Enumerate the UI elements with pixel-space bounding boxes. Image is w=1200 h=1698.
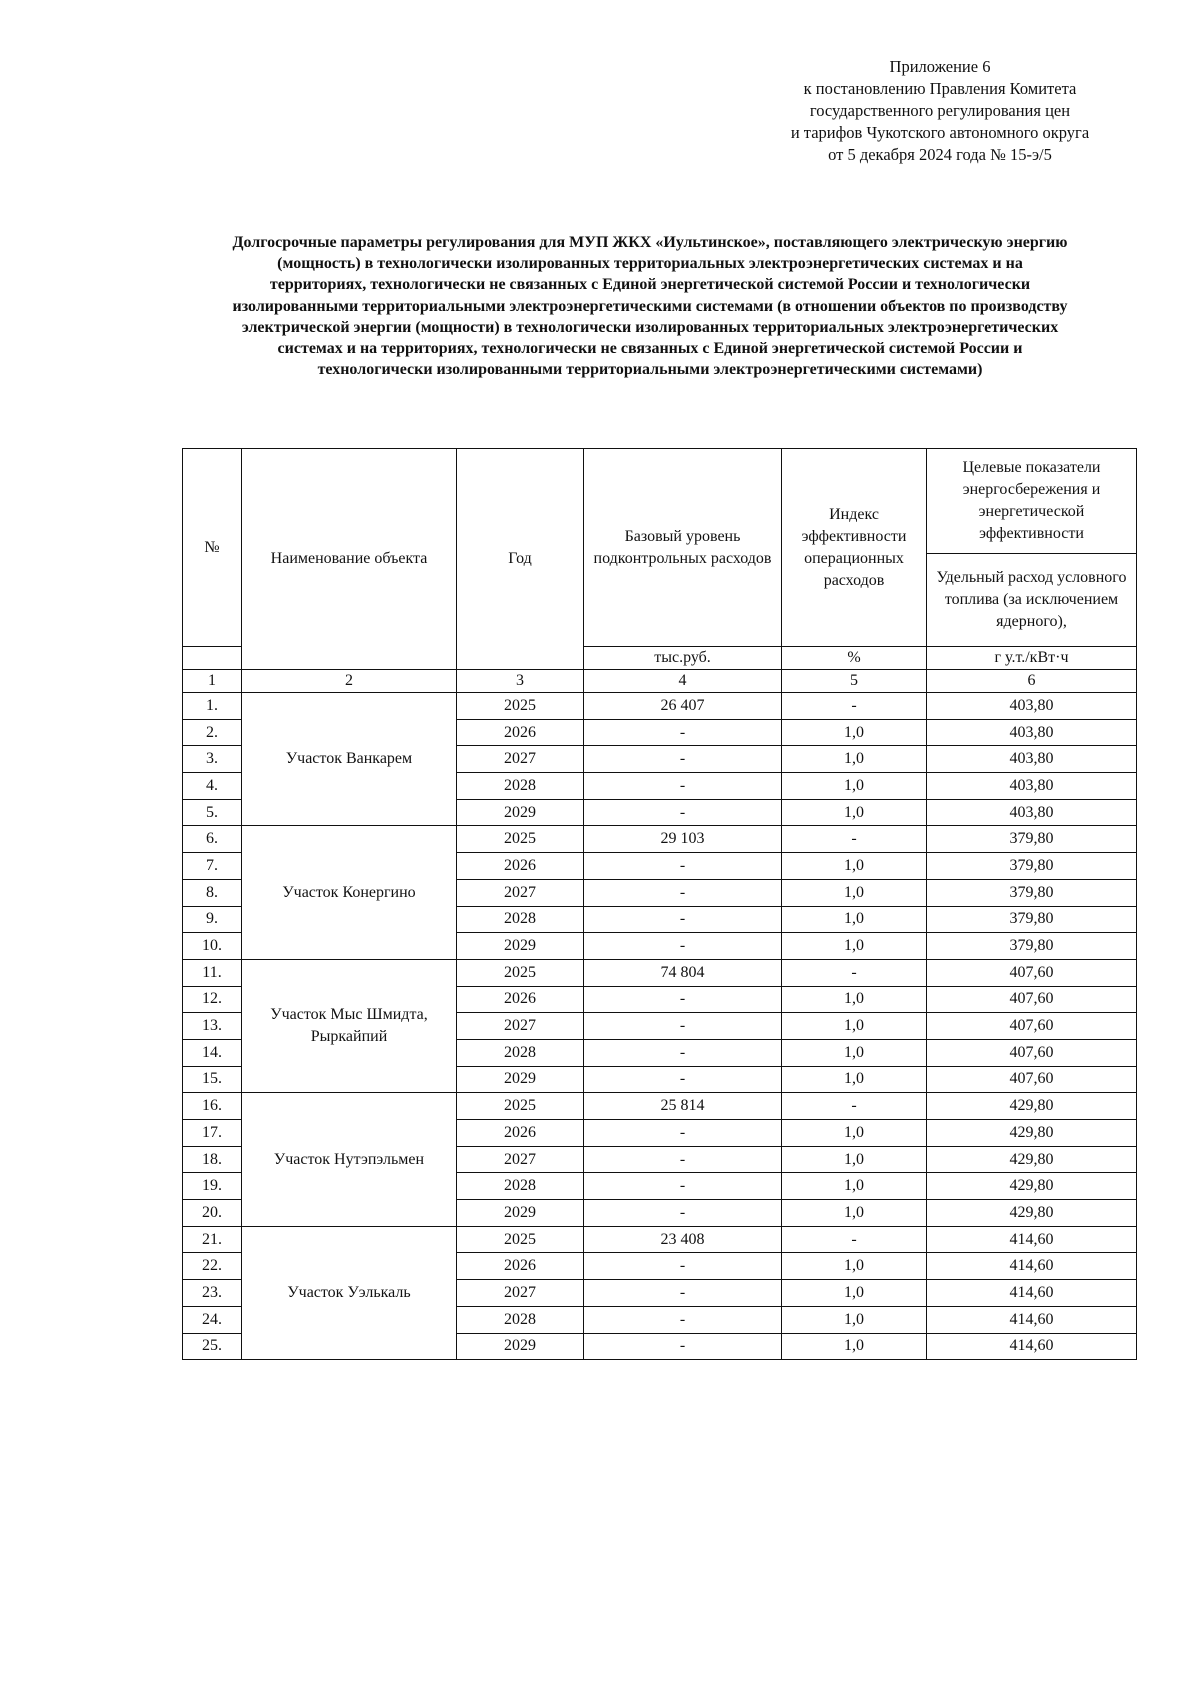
row-year: 2028 <box>457 1039 584 1066</box>
row-base-level: - <box>584 1200 782 1227</box>
row-number: 5. <box>183 799 242 826</box>
row-efficiency-index: 1,0 <box>782 986 927 1013</box>
appendix-line: к постановлению Правления Комитета <box>803 79 1077 98</box>
row-fuel-consumption: 414,60 <box>927 1226 1137 1253</box>
row-year: 2027 <box>457 1013 584 1040</box>
table-row <box>183 693 1137 720</box>
row-efficiency-index: 1,0 <box>782 1280 927 1307</box>
table-row <box>183 1093 1137 1120</box>
row-efficiency-index: 1,0 <box>782 1146 927 1173</box>
table-row <box>183 826 1137 853</box>
site-name: Участок Мыс Шмидта, Рыркайпий <box>242 959 457 1092</box>
row-year: 2029 <box>457 799 584 826</box>
units-number-empty <box>183 647 242 670</box>
column-number: 1 <box>183 670 242 693</box>
row-base-level: - <box>584 1333 782 1360</box>
row-number: 20. <box>183 1200 242 1227</box>
row-efficiency-index: 1,0 <box>782 1200 927 1227</box>
row-number: 6. <box>183 826 242 853</box>
appendix-line: и тарифов Чукотского автономного округа <box>790 123 1090 142</box>
site-name: Участок Нутэпэльмен <box>242 1093 457 1226</box>
row-base-level: 29 103 <box>584 826 782 853</box>
row-efficiency-index: - <box>782 1226 927 1253</box>
units-base-level: тыс.руб. <box>584 647 782 670</box>
column-number: 3 <box>457 670 584 693</box>
column-number: 2 <box>242 670 457 693</box>
row-year: 2028 <box>457 773 584 800</box>
row-efficiency-index: 1,0 <box>782 746 927 773</box>
row-efficiency-index: 1,0 <box>782 1039 927 1066</box>
row-base-level: - <box>584 799 782 826</box>
column-number: 5 <box>782 670 927 693</box>
row-year: 2027 <box>457 746 584 773</box>
row-year: 2026 <box>457 986 584 1013</box>
row-number: 7. <box>183 853 242 880</box>
row-number: 11. <box>183 959 242 986</box>
units-efficiency-index: % <box>782 647 927 670</box>
row-efficiency-index: 1,0 <box>782 1173 927 1200</box>
row-year: 2028 <box>457 1173 584 1200</box>
row-fuel-consumption: 379,80 <box>927 879 1137 906</box>
row-number: 19. <box>183 1173 242 1200</box>
row-fuel-consumption: 407,60 <box>927 986 1137 1013</box>
row-year: 2029 <box>457 1066 584 1093</box>
row-efficiency-index: 1,0 <box>782 906 927 933</box>
row-base-level: - <box>584 906 782 933</box>
row-base-level: - <box>584 773 782 800</box>
table-row <box>183 959 1137 986</box>
row-base-level: 74 804 <box>584 959 782 986</box>
row-fuel-consumption: 407,60 <box>927 959 1137 986</box>
row-base-level: - <box>584 933 782 960</box>
row-efficiency-index: 1,0 <box>782 773 927 800</box>
row-year: 2029 <box>457 1333 584 1360</box>
appendix-line: государственного регулирования цен <box>809 101 1071 120</box>
row-year: 2027 <box>457 879 584 906</box>
header-efficiency-index: Индекс эффективности операционных расходов <box>782 449 927 647</box>
row-base-level: - <box>584 1066 782 1093</box>
row-base-level: - <box>584 986 782 1013</box>
row-year: 2026 <box>457 1253 584 1280</box>
row-fuel-consumption: 407,60 <box>927 1066 1137 1093</box>
row-year: 2028 <box>457 1306 584 1333</box>
row-number: 25. <box>183 1333 242 1360</box>
appendix-line: от 5 декабря 2024 года № 15-э/5 <box>828 145 1052 164</box>
row-number: 4. <box>183 773 242 800</box>
appendix-reference <box>770 56 1110 166</box>
row-number: 9. <box>183 906 242 933</box>
row-year: 2026 <box>457 853 584 880</box>
row-base-level: - <box>584 1013 782 1040</box>
row-number: 1. <box>183 693 242 720</box>
row-number: 24. <box>183 1306 242 1333</box>
row-base-level: - <box>584 1146 782 1173</box>
appendix-line: Приложение 6 <box>889 57 991 76</box>
row-number: 12. <box>183 986 242 1013</box>
row-fuel-consumption: 414,60 <box>927 1306 1137 1333</box>
site-name: Участок Конергино <box>242 826 457 959</box>
row-year: 2028 <box>457 906 584 933</box>
row-efficiency-index: 1,0 <box>782 1306 927 1333</box>
row-fuel-consumption: 414,60 <box>927 1333 1137 1360</box>
header-fuel-consumption: Удельный расход условного топлива (за исключением ядерного), <box>927 554 1137 647</box>
row-efficiency-index: 1,0 <box>782 879 927 906</box>
row-base-level: - <box>584 879 782 906</box>
row-year: 2026 <box>457 719 584 746</box>
row-base-level: - <box>584 1306 782 1333</box>
row-number: 22. <box>183 1253 242 1280</box>
site-name: Участок Уэлькаль <box>242 1226 457 1359</box>
row-fuel-consumption: 414,60 <box>927 1253 1137 1280</box>
row-efficiency-index: 1,0 <box>782 799 927 826</box>
row-year: 2025 <box>457 826 584 853</box>
row-base-level: - <box>584 719 782 746</box>
column-number: 4 <box>584 670 782 693</box>
row-number: 18. <box>183 1146 242 1173</box>
header-base-level: Базовый уровень подконтрольных расходов <box>584 449 782 647</box>
row-fuel-consumption: 379,80 <box>927 933 1137 960</box>
row-base-level: - <box>584 1280 782 1307</box>
row-base-level: 26 407 <box>584 693 782 720</box>
title-line: (мощность) в технологически изолированных территориальных электроэнергетических системах и на <box>277 255 1023 273</box>
row-base-level: - <box>584 853 782 880</box>
row-efficiency-index: 1,0 <box>782 1333 927 1360</box>
row-fuel-consumption: 429,80 <box>927 1200 1137 1227</box>
row-efficiency-index: 1,0 <box>782 933 927 960</box>
row-number: 14. <box>183 1039 242 1066</box>
row-fuel-consumption: 429,80 <box>927 1173 1137 1200</box>
row-efficiency-index: 1,0 <box>782 719 927 746</box>
title-line: территориях, технологически не связанных с Единой энергетической системой России и технологически <box>269 276 1031 294</box>
row-number: 23. <box>183 1280 242 1307</box>
row-fuel-consumption: 403,80 <box>927 693 1137 720</box>
document-title <box>170 232 1130 380</box>
row-fuel-consumption: 403,80 <box>927 746 1137 773</box>
table-row <box>183 1226 1137 1253</box>
row-year: 2029 <box>457 933 584 960</box>
row-year: 2025 <box>457 959 584 986</box>
row-fuel-consumption: 403,80 <box>927 799 1137 826</box>
row-efficiency-index: - <box>782 1093 927 1120</box>
row-base-level: - <box>584 1039 782 1066</box>
column-number: 6 <box>927 670 1137 693</box>
row-number: 21. <box>183 1226 242 1253</box>
row-efficiency-index: 1,0 <box>782 1066 927 1093</box>
row-fuel-consumption: 379,80 <box>927 906 1137 933</box>
row-fuel-consumption: 403,80 <box>927 719 1137 746</box>
row-base-level: 23 408 <box>584 1226 782 1253</box>
title-line: системах и на территориях, технологически не связанных с Единой энергетической системой России и <box>277 340 1023 358</box>
row-efficiency-index: - <box>782 826 927 853</box>
row-efficiency-index: 1,0 <box>782 1253 927 1280</box>
row-year: 2025 <box>457 1226 584 1253</box>
row-fuel-consumption: 407,60 <box>927 1013 1137 1040</box>
row-year: 2025 <box>457 693 584 720</box>
row-number: 8. <box>183 879 242 906</box>
row-year: 2027 <box>457 1280 584 1307</box>
row-base-level: 25 814 <box>584 1093 782 1120</box>
row-efficiency-index: - <box>782 959 927 986</box>
row-number: 2. <box>183 719 242 746</box>
row-base-level: - <box>584 1253 782 1280</box>
row-fuel-consumption: 429,80 <box>927 1146 1137 1173</box>
row-fuel-consumption: 414,60 <box>927 1280 1137 1307</box>
header-target-indicators: Целевые показатели энергосбережения и энергетической эффективности <box>927 449 1137 554</box>
row-fuel-consumption: 403,80 <box>927 773 1137 800</box>
row-efficiency-index: 1,0 <box>782 1120 927 1147</box>
row-number: 16. <box>183 1093 242 1120</box>
row-efficiency-index: - <box>782 693 927 720</box>
row-year: 2026 <box>457 1120 584 1147</box>
header-number: № <box>183 449 242 647</box>
row-year: 2027 <box>457 1146 584 1173</box>
site-name: Участок Ванкарем <box>242 693 457 826</box>
title-line: технологически изолированными территориальными электроэнергетическими системами) <box>317 361 983 379</box>
row-number: 13. <box>183 1013 242 1040</box>
header-year: Год <box>457 449 584 670</box>
title-line: Долгосрочные параметры регулирования для МУП ЖКХ «Иультинское», поставляющего электрическую энергию <box>232 234 1068 251</box>
units-fuel-consumption: г у.т./кВт·ч <box>927 647 1137 670</box>
row-efficiency-index: 1,0 <box>782 853 927 880</box>
row-base-level: - <box>584 1173 782 1200</box>
row-base-level: - <box>584 1120 782 1147</box>
regulation-parameters-table <box>182 448 1137 1360</box>
row-fuel-consumption: 429,80 <box>927 1120 1137 1147</box>
row-number: 17. <box>183 1120 242 1147</box>
row-number: 15. <box>183 1066 242 1093</box>
row-base-level: - <box>584 746 782 773</box>
row-fuel-consumption: 379,80 <box>927 853 1137 880</box>
row-number: 10. <box>183 933 242 960</box>
row-fuel-consumption: 407,60 <box>927 1039 1137 1066</box>
title-line: электрической энергии (мощности) в технологически изолированных территориальных электроэнергетических <box>241 318 1059 336</box>
row-year: 2025 <box>457 1093 584 1120</box>
row-fuel-consumption: 429,80 <box>927 1093 1137 1120</box>
row-number: 3. <box>183 746 242 773</box>
row-efficiency-index: 1,0 <box>782 1013 927 1040</box>
row-year: 2029 <box>457 1200 584 1227</box>
title-line: изолированными территориальными электроэнергетическими системами (в отношении объектов по производству <box>232 297 1068 315</box>
header-object-name: Наименование объекта <box>242 449 457 670</box>
row-fuel-consumption: 379,80 <box>927 826 1137 853</box>
